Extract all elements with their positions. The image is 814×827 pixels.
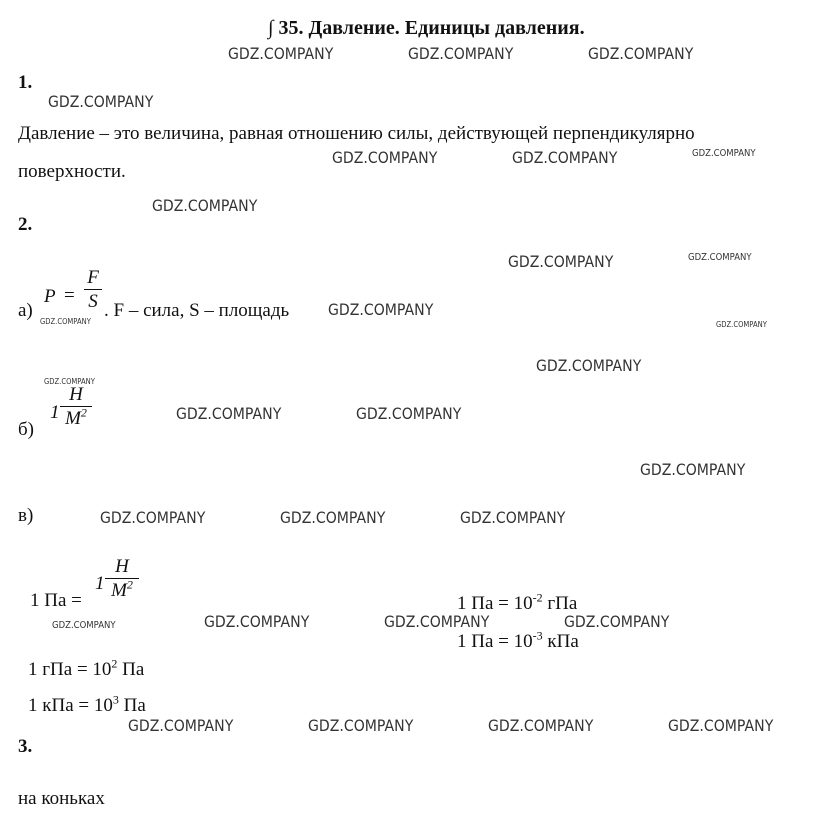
question-3-number: 3.	[18, 736, 33, 757]
pressure-formula-fraction	[84, 268, 102, 311]
force-numerator: F	[87, 267, 99, 288]
watermark: GDZ.COMPANY	[356, 404, 462, 423]
kpa-to-pa: 1 кПа = $10^3$ Па	[28, 692, 146, 716]
watermark: GDZ.COMPANY	[640, 460, 746, 479]
item-b-label: б)	[18, 419, 34, 440]
item-c-label: в)	[18, 505, 34, 526]
meter-squared-denominator: $М^2$	[111, 577, 133, 601]
formula-legend: . F – сила, S – площадь	[104, 300, 290, 321]
question-2-number: 2.	[18, 214, 33, 235]
fraction-bar	[60, 406, 92, 407]
watermark: GDZ.COMPANY	[332, 148, 438, 167]
watermark: GDZ.COMPANY	[40, 317, 91, 326]
pa-to-gpa: 1 Па = $10^{-2}$ гПа	[457, 590, 578, 614]
question-3-answer: на коньках	[18, 788, 105, 809]
watermark: GDZ.COMPANY	[100, 508, 206, 527]
watermark: GDZ.COMPANY	[44, 377, 95, 386]
fraction-bar	[84, 289, 102, 290]
pascal-definition-lhs: 1 Па =	[30, 590, 82, 611]
watermark: GDZ.COMPANY	[668, 716, 774, 735]
pascal-unit-fraction	[60, 385, 92, 428]
watermark: GDZ.COMPANY	[128, 716, 234, 735]
page-title: ∫ 35. Давление. Единицы давления.	[268, 17, 585, 39]
watermark: GDZ.COMPANY	[52, 620, 116, 631]
meter-squared-denominator: $М^2$	[65, 405, 87, 429]
watermark: GDZ.COMPANY	[688, 252, 752, 263]
fraction-bar	[105, 578, 139, 579]
watermark: GDZ.COMPANY	[308, 716, 414, 735]
watermark: GDZ.COMPANY	[176, 404, 282, 423]
watermark: GDZ.COMPANY	[460, 508, 566, 527]
watermark: GDZ.COMPANY	[152, 196, 258, 215]
item-a-label: а)	[18, 300, 33, 321]
watermark: GDZ.COMPANY	[488, 716, 594, 735]
pressure-symbol: P	[44, 286, 56, 307]
watermark: GDZ.COMPANY	[408, 44, 514, 63]
question-1-number: 1.	[18, 72, 33, 93]
watermark: GDZ.COMPANY	[228, 44, 334, 63]
newton-numerator: Н	[69, 384, 83, 405]
pascal-definition-fraction	[105, 557, 139, 600]
question-1-answer-line-1: Давление – это величина, равная отношению силы, действующей перпендикулярно	[18, 123, 695, 144]
watermark: GDZ.COMPANY	[384, 612, 490, 631]
pa-to-kpa: 1 Па = $10^{-3}$ кПа	[457, 628, 579, 652]
gpa-to-pa: 1 гПа = $10^2$ Па	[28, 656, 145, 680]
pascal-definition-coefficient: 1	[95, 573, 105, 594]
watermark: GDZ.COMPANY	[692, 148, 756, 159]
watermark: GDZ.COMPANY	[512, 148, 618, 167]
unit-coefficient: 1	[50, 402, 60, 423]
question-1-answer-line-2: поверхности.	[18, 161, 126, 182]
watermark: GDZ.COMPANY	[588, 44, 694, 63]
watermark: GDZ.COMPANY	[328, 300, 434, 319]
watermark: GDZ.COMPANY	[508, 252, 614, 271]
watermark: GDZ.COMPANY	[564, 612, 670, 631]
watermark: GDZ.COMPANY	[204, 612, 310, 631]
newton-numerator: Н	[115, 556, 129, 577]
watermark: GDZ.COMPANY	[536, 356, 642, 375]
area-denominator: S	[88, 291, 98, 312]
watermark: GDZ.COMPANY	[716, 320, 767, 329]
watermark: GDZ.COMPANY	[280, 508, 386, 527]
equals-sign: =	[64, 285, 75, 306]
watermark: GDZ.COMPANY	[48, 92, 154, 111]
